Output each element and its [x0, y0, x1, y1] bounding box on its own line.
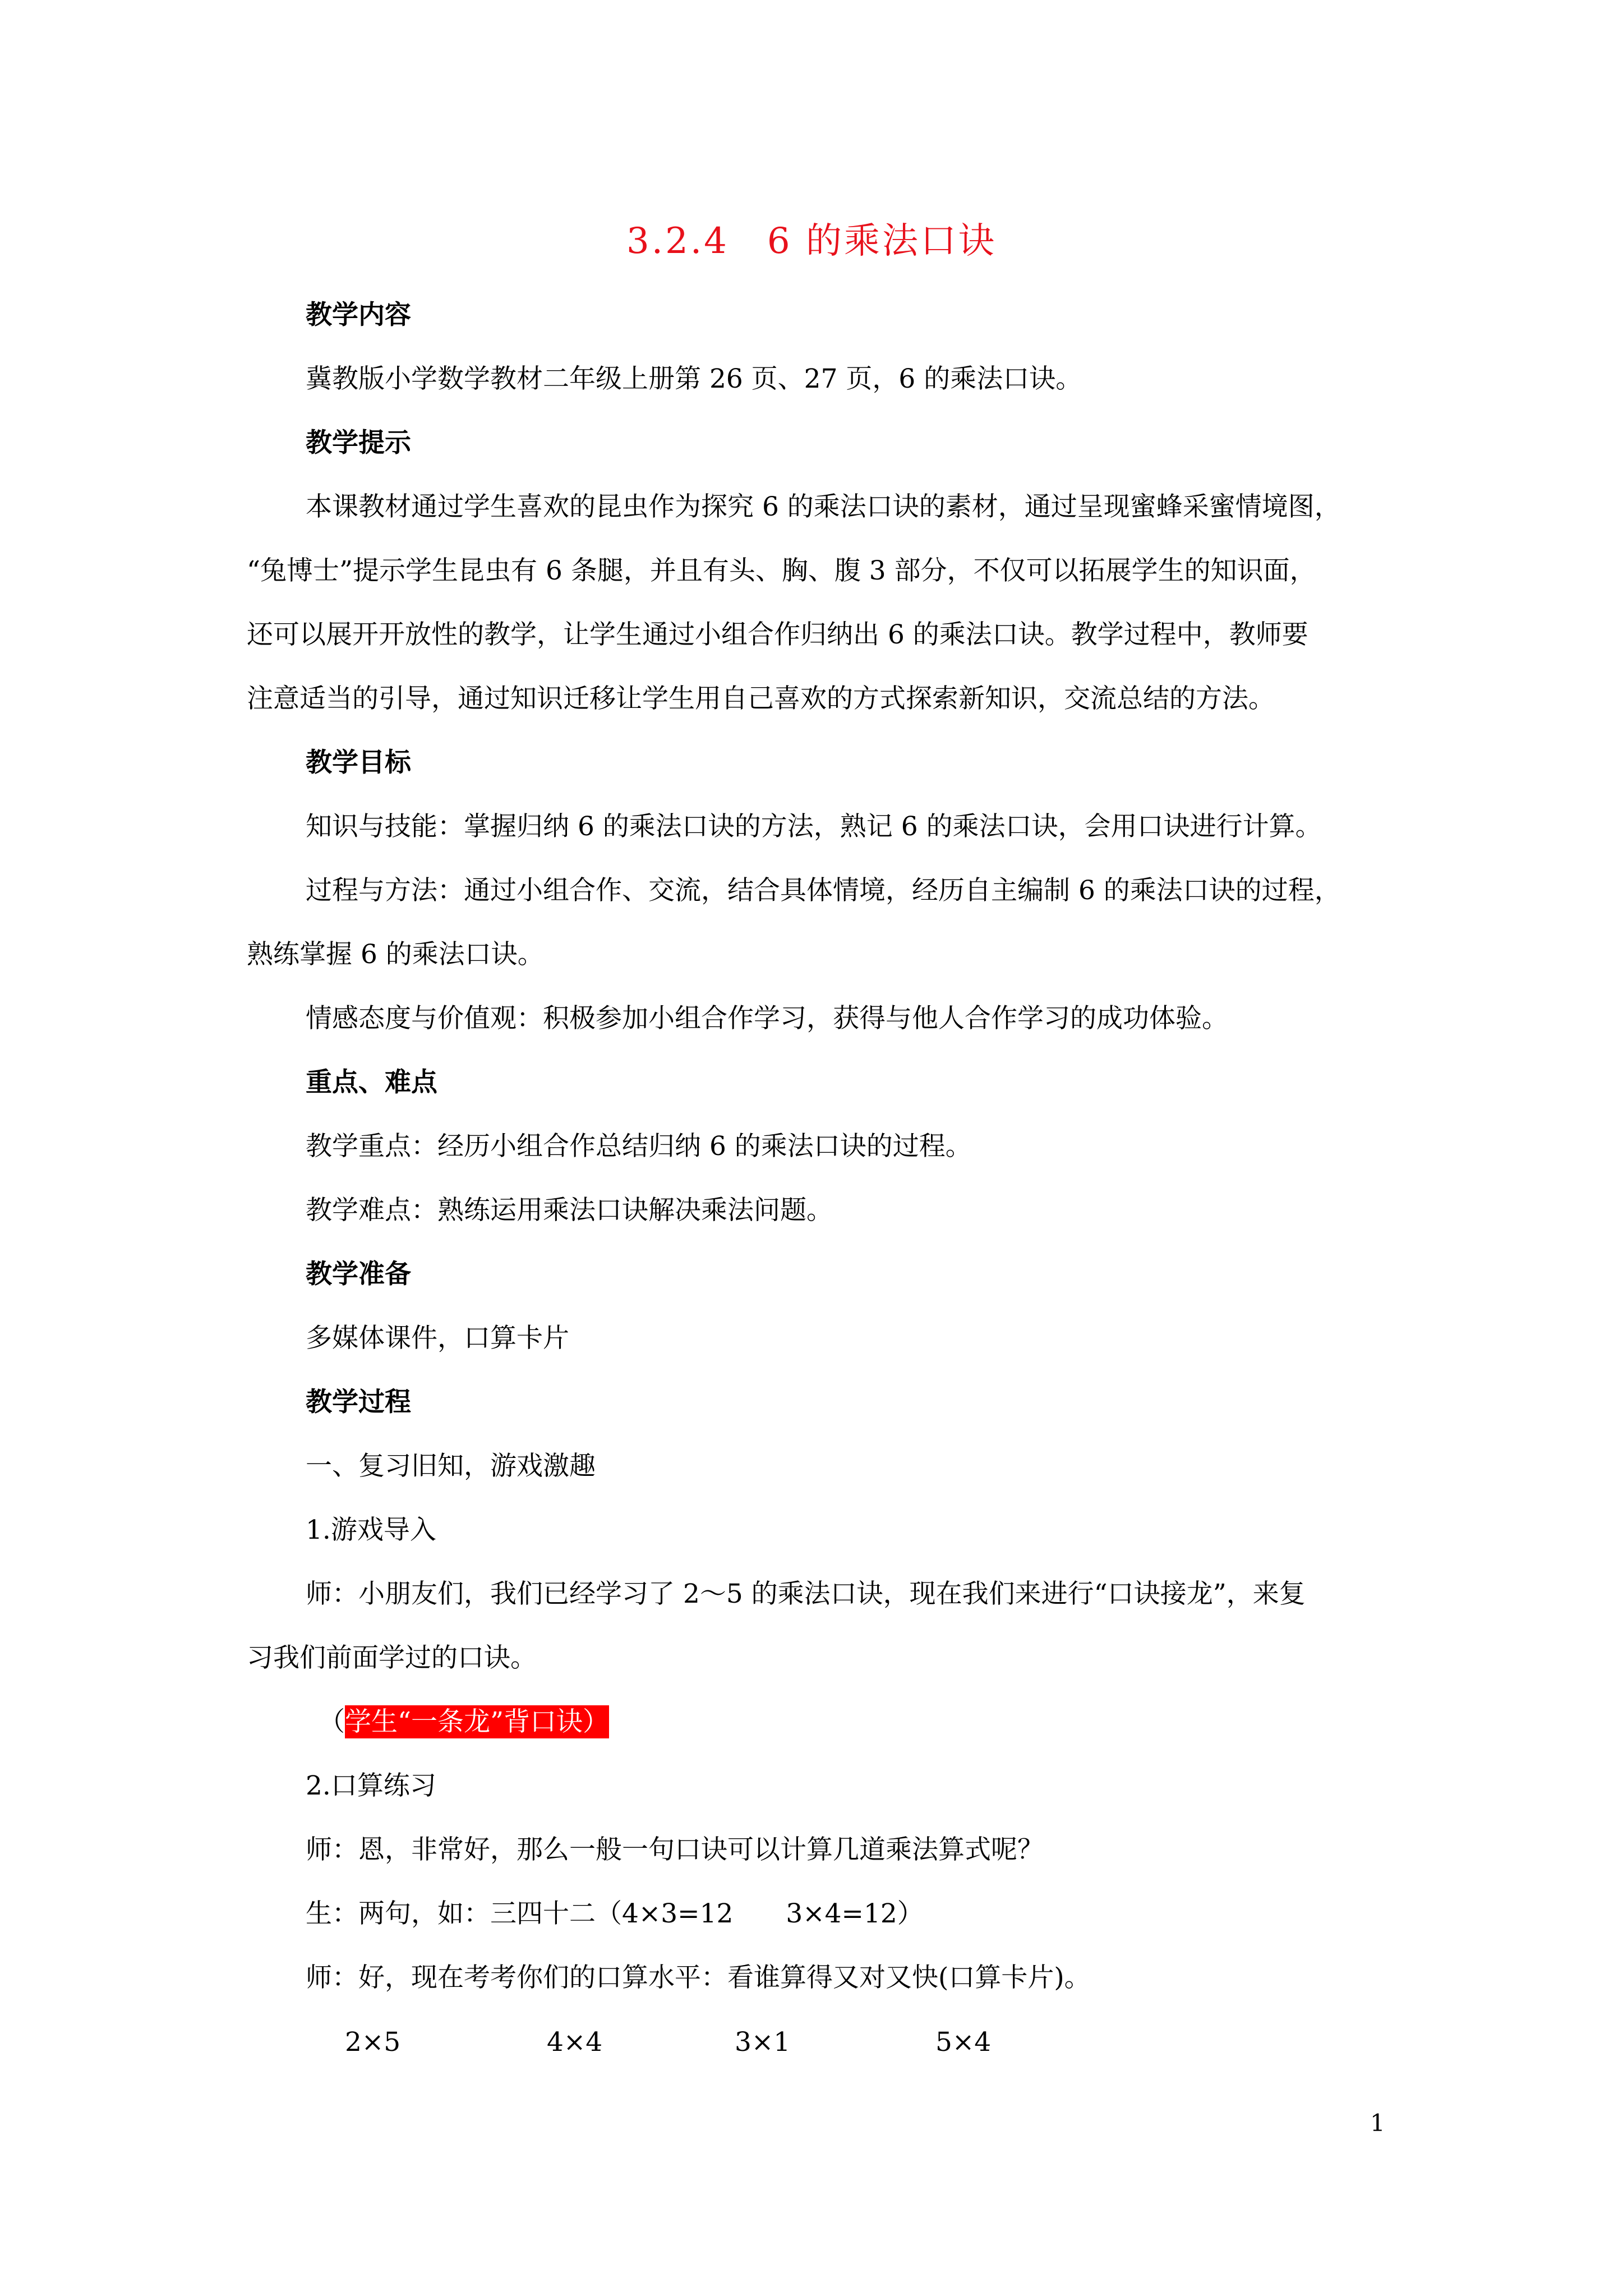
paragraph-line: 本课教材通过学生喜欢的昆虫作为探究 6 的乘法口诀的素材，通过呈现蜜蜂采蜜情境图， — [306, 491, 1341, 522]
paragraph-line: 生：两句，如：三四十二（4×3=12 3×4=12） — [306, 1898, 924, 1929]
paragraph-line: 教学难点：熟练运用乘法口诀解决乘法问题。 — [306, 1195, 833, 1226]
oral-calc-item: 4×4 — [547, 2027, 603, 2058]
highlighted-note — [319, 1705, 609, 1739]
paragraph-line: 熟练掌握 6 的乘法口诀。 — [247, 939, 544, 970]
paragraph-line: 教学重点：经历小组合作总结归纳 6 的乘法口诀的过程。 — [306, 1131, 972, 1162]
highlighted-text: 学生“一条龙”背口诀） — [345, 1706, 610, 1737]
section-heading-process: 教学过程 — [306, 1387, 411, 1418]
paragraph-line: 过程与方法：通过小组合作、交流，结合具体情境，经历自主编制 6 的乘法口诀的过程， — [306, 875, 1341, 906]
paragraph-line: 冀教版小学数学教材二年级上册第 26 页、27 页，6 的乘法口诀。 — [306, 364, 1082, 394]
oral-calc-item: 2×5 — [345, 2027, 401, 2058]
paragraph-line: 师：恩，非常好，那么一般一句口诀可以计算几道乘法算式呢？ — [306, 1834, 1044, 1865]
paragraph-line: 师：好，现在考考你们的口算水平：看谁算得又对又快(口算卡片)。 — [306, 1962, 1091, 1993]
page-number: 1 — [1370, 2109, 1385, 2137]
paragraph-line: 情感态度与价值观：积极参加小组合作学习，获得与他人合作学习的成功体验。 — [306, 1003, 1228, 1034]
page-title: 3.2.4 6 的乘法口诀 — [626, 220, 997, 262]
section-heading-preparation: 教学准备 — [306, 1259, 411, 1290]
oral-calc-item: 3×1 — [735, 2027, 791, 2058]
paragraph-line: 2.口算练习 — [306, 1770, 436, 1801]
section-heading-tips: 教学提示 — [306, 427, 411, 458]
paragraph-line: “兔博士”提示学生昆虫有 6 条腿，并且有头、胸、腹 3 部分，不仅可以拓展学生的知识面， — [247, 555, 1316, 586]
paragraph-line: 知识与技能：掌握归纳 6 的乘法口诀的方法，熟记 6 的乘法口诀，会用口诀进行计算。 — [306, 811, 1322, 842]
paragraph-line: 多媒体课件，口算卡片 — [306, 1323, 569, 1354]
paragraph-line: 习我们前面学过的口诀。 — [247, 1642, 537, 1673]
paragraph-line: 还可以展开开放性的教学，让学生通过小组合作归纳出 6 的乘法口诀。教学过程中，教师要 — [247, 619, 1308, 650]
paragraph-line: 1.游戏导入 — [306, 1515, 436, 1545]
section-heading-keypoints: 重点、难点 — [306, 1067, 437, 1098]
note-open-paren: （ — [319, 1706, 345, 1737]
paragraph-line: 师：小朋友们，我们已经学习了 2～5 的乘法口诀，现在我们来进行“口诀接龙”，来复 — [306, 1579, 1306, 1609]
oral-calc-item: 5×4 — [935, 2027, 992, 2058]
paragraph-line: 注意适当的引导，通过知识迁移让学生用自己喜欢的方式探索新知识，交流总结的方法。 — [247, 683, 1275, 714]
section-heading-goals: 教学目标 — [306, 747, 411, 778]
section-heading-content: 教学内容 — [306, 300, 411, 330]
paragraph-line: 一、复习旧知，游戏激趣 — [306, 1451, 596, 1481]
